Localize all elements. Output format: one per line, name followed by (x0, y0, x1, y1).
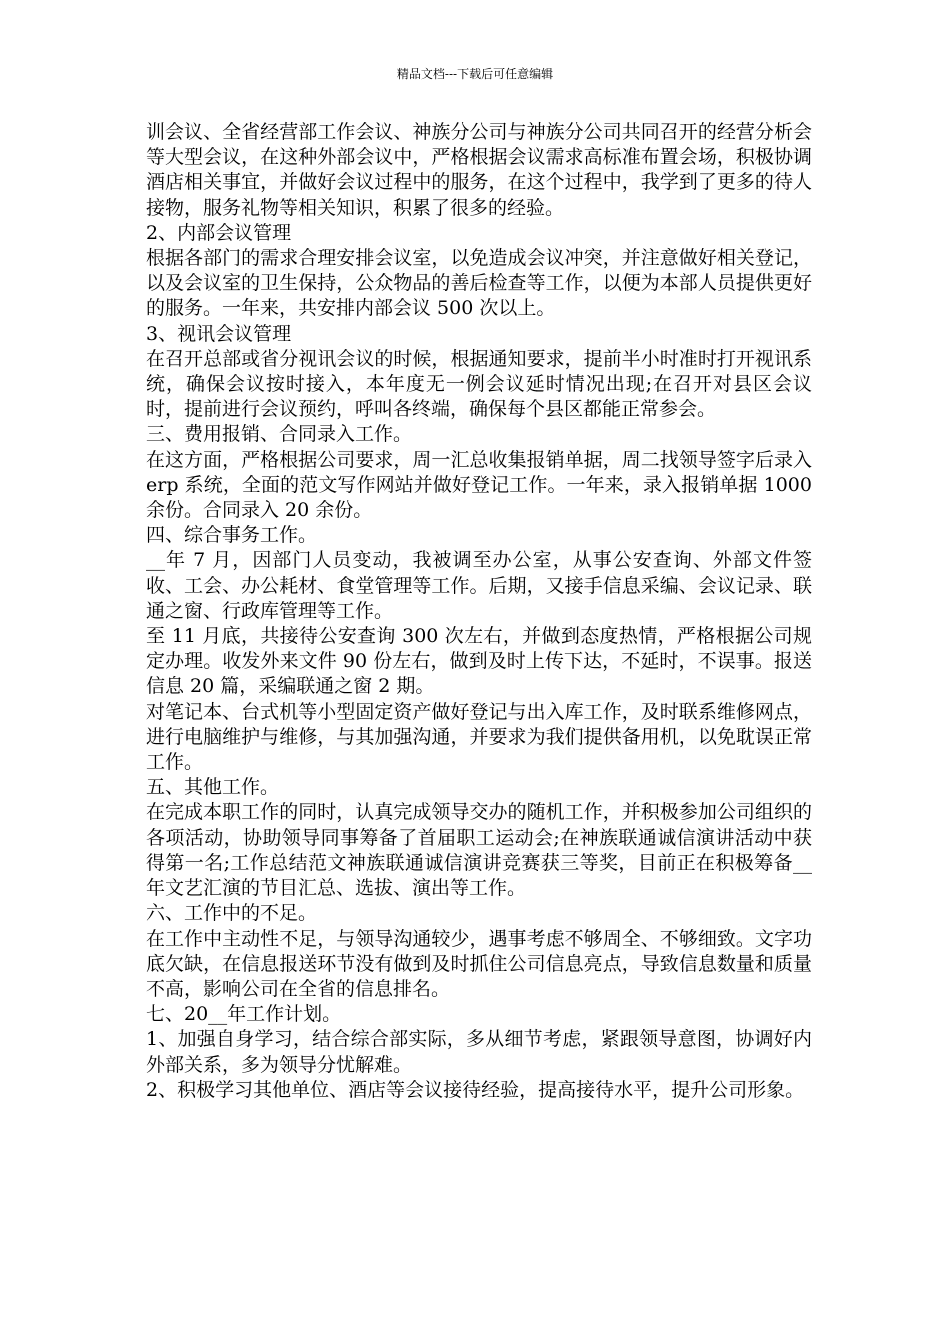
heading-expense-contract: 三、费用报销、合同录入工作。 (146, 423, 413, 446)
paragraph-external-meetings: 训会议、全省经营部工作会议、神族分公司与神族分公司共同召开的经营分析会等大型会议，在这种外部会议中，严格根据会议需求高标准布置会场，积极协调酒店相关事宜，并做好会议过程中的服务，在这个过程中，我学到了更多的待人接物，服务礼物等相关知识，积累了很多的经验。 (146, 121, 812, 219)
paragraph-plan-item-1: 1、加强自身学习，结合综合部实际，多从细节考虑，紧跟领导意图，协调好内外部关系，多为领导分忧解难。 (146, 1028, 812, 1076)
page-header: 精品文档---下载后可任意编辑 (396, 67, 554, 81)
paragraph-plan-item-2: 2、积极学习其他单位、酒店等会议接待经验，提高接待水平，提升公司形象。 (146, 1078, 805, 1101)
paragraph-video-meetings: 在召开总部或省分视讯会议的时候，根据通知要求，提前半小时准时打开视讯系统，确保会议按时接入，本年度无一例会议延时情况出现;在召开对县区会议时，提前进行会议预约，呼叫各终端，确保每个县区都能正常参会。 (146, 347, 812, 421)
document-body (146, 120, 812, 1103)
heading-other-work: 五、其他工作。 (146, 776, 280, 799)
paragraph-fixed-assets: 对笔记本、台式机等小型固定资产做好登记与出入库工作，及时联系维修网点，进行电脑维护与维修，与其加强沟通，并要求为我们提供备用机，以免耽误正常工作。 (146, 700, 812, 774)
paragraph-general-affairs-stats: 至 11 月底，共接待公安查询 300 次左右，并做到态度热情，严格根据公司规定办理。收发外来文件 90 份左右，做到及时上传下达，不延时，不误事。报送信息 20 篇，采编联通之窗 2 期。 (146, 625, 812, 698)
heading-video-meeting-management: 3、视讯会议管理 (146, 322, 292, 345)
paragraph-expense-contract: 在这方面，严格根据公司要求，周一汇总收集报销单据，周二找领导签字后录入 erp 系统，全面的范文写作网站并做好登记工作。一年来，录入报销单据 1000 余份。合同录入 20 余份。 (146, 448, 812, 522)
heading-general-affairs: 四、综合事务工作。 (146, 524, 318, 547)
heading-shortcomings: 六、工作中的不足。 (146, 902, 318, 925)
paragraph-internal-meetings: 根据各部门的需求合理安排会议室，以免造成会议冲突，并注意做好相关登记，以及会议室的卫生保持，公众物品的善后检查等工作，以便为本部人员提供更好的服务。一年来，共安排内部会议 500 次以上。 (146, 247, 812, 320)
paragraph-general-affairs-transfer: __年 7 月，因部门人员变动，我被调至办公室，从事公安查询、外部文件签收、工会、办公耗材、食堂管理等工作。后期，又接手信息采编、会议记录、联通之窗、行政库管理等工作。 (146, 549, 812, 622)
paragraph-shortcomings: 在工作中主动性不足，与领导沟通较少，遇事考虑不够周全、不够细致。文字功底欠缺，在信息报送环节没有做到及时抓住公司信息亮点，导致信息数量和质量不高，影响公司在全省的信息排名。 (146, 927, 812, 1000)
paragraph-other-work: 在完成本职工作的同时，认真完成领导交办的随机工作，并积极参加公司组织的各项活动，协助领导同事筹备了首届职工运动会;在神族联通诚信演讲活动中获得第一名;工作总结范文神族联通诚信演讲竞赛获三等奖，目前正在积极筹备__年文艺汇演的节目汇总、选拔、演出等工作。 (146, 801, 812, 900)
heading-work-plan: 七、20__年工作计划。 (146, 1003, 342, 1026)
heading-internal-meeting-management: 2、内部会议管理 (146, 221, 292, 244)
